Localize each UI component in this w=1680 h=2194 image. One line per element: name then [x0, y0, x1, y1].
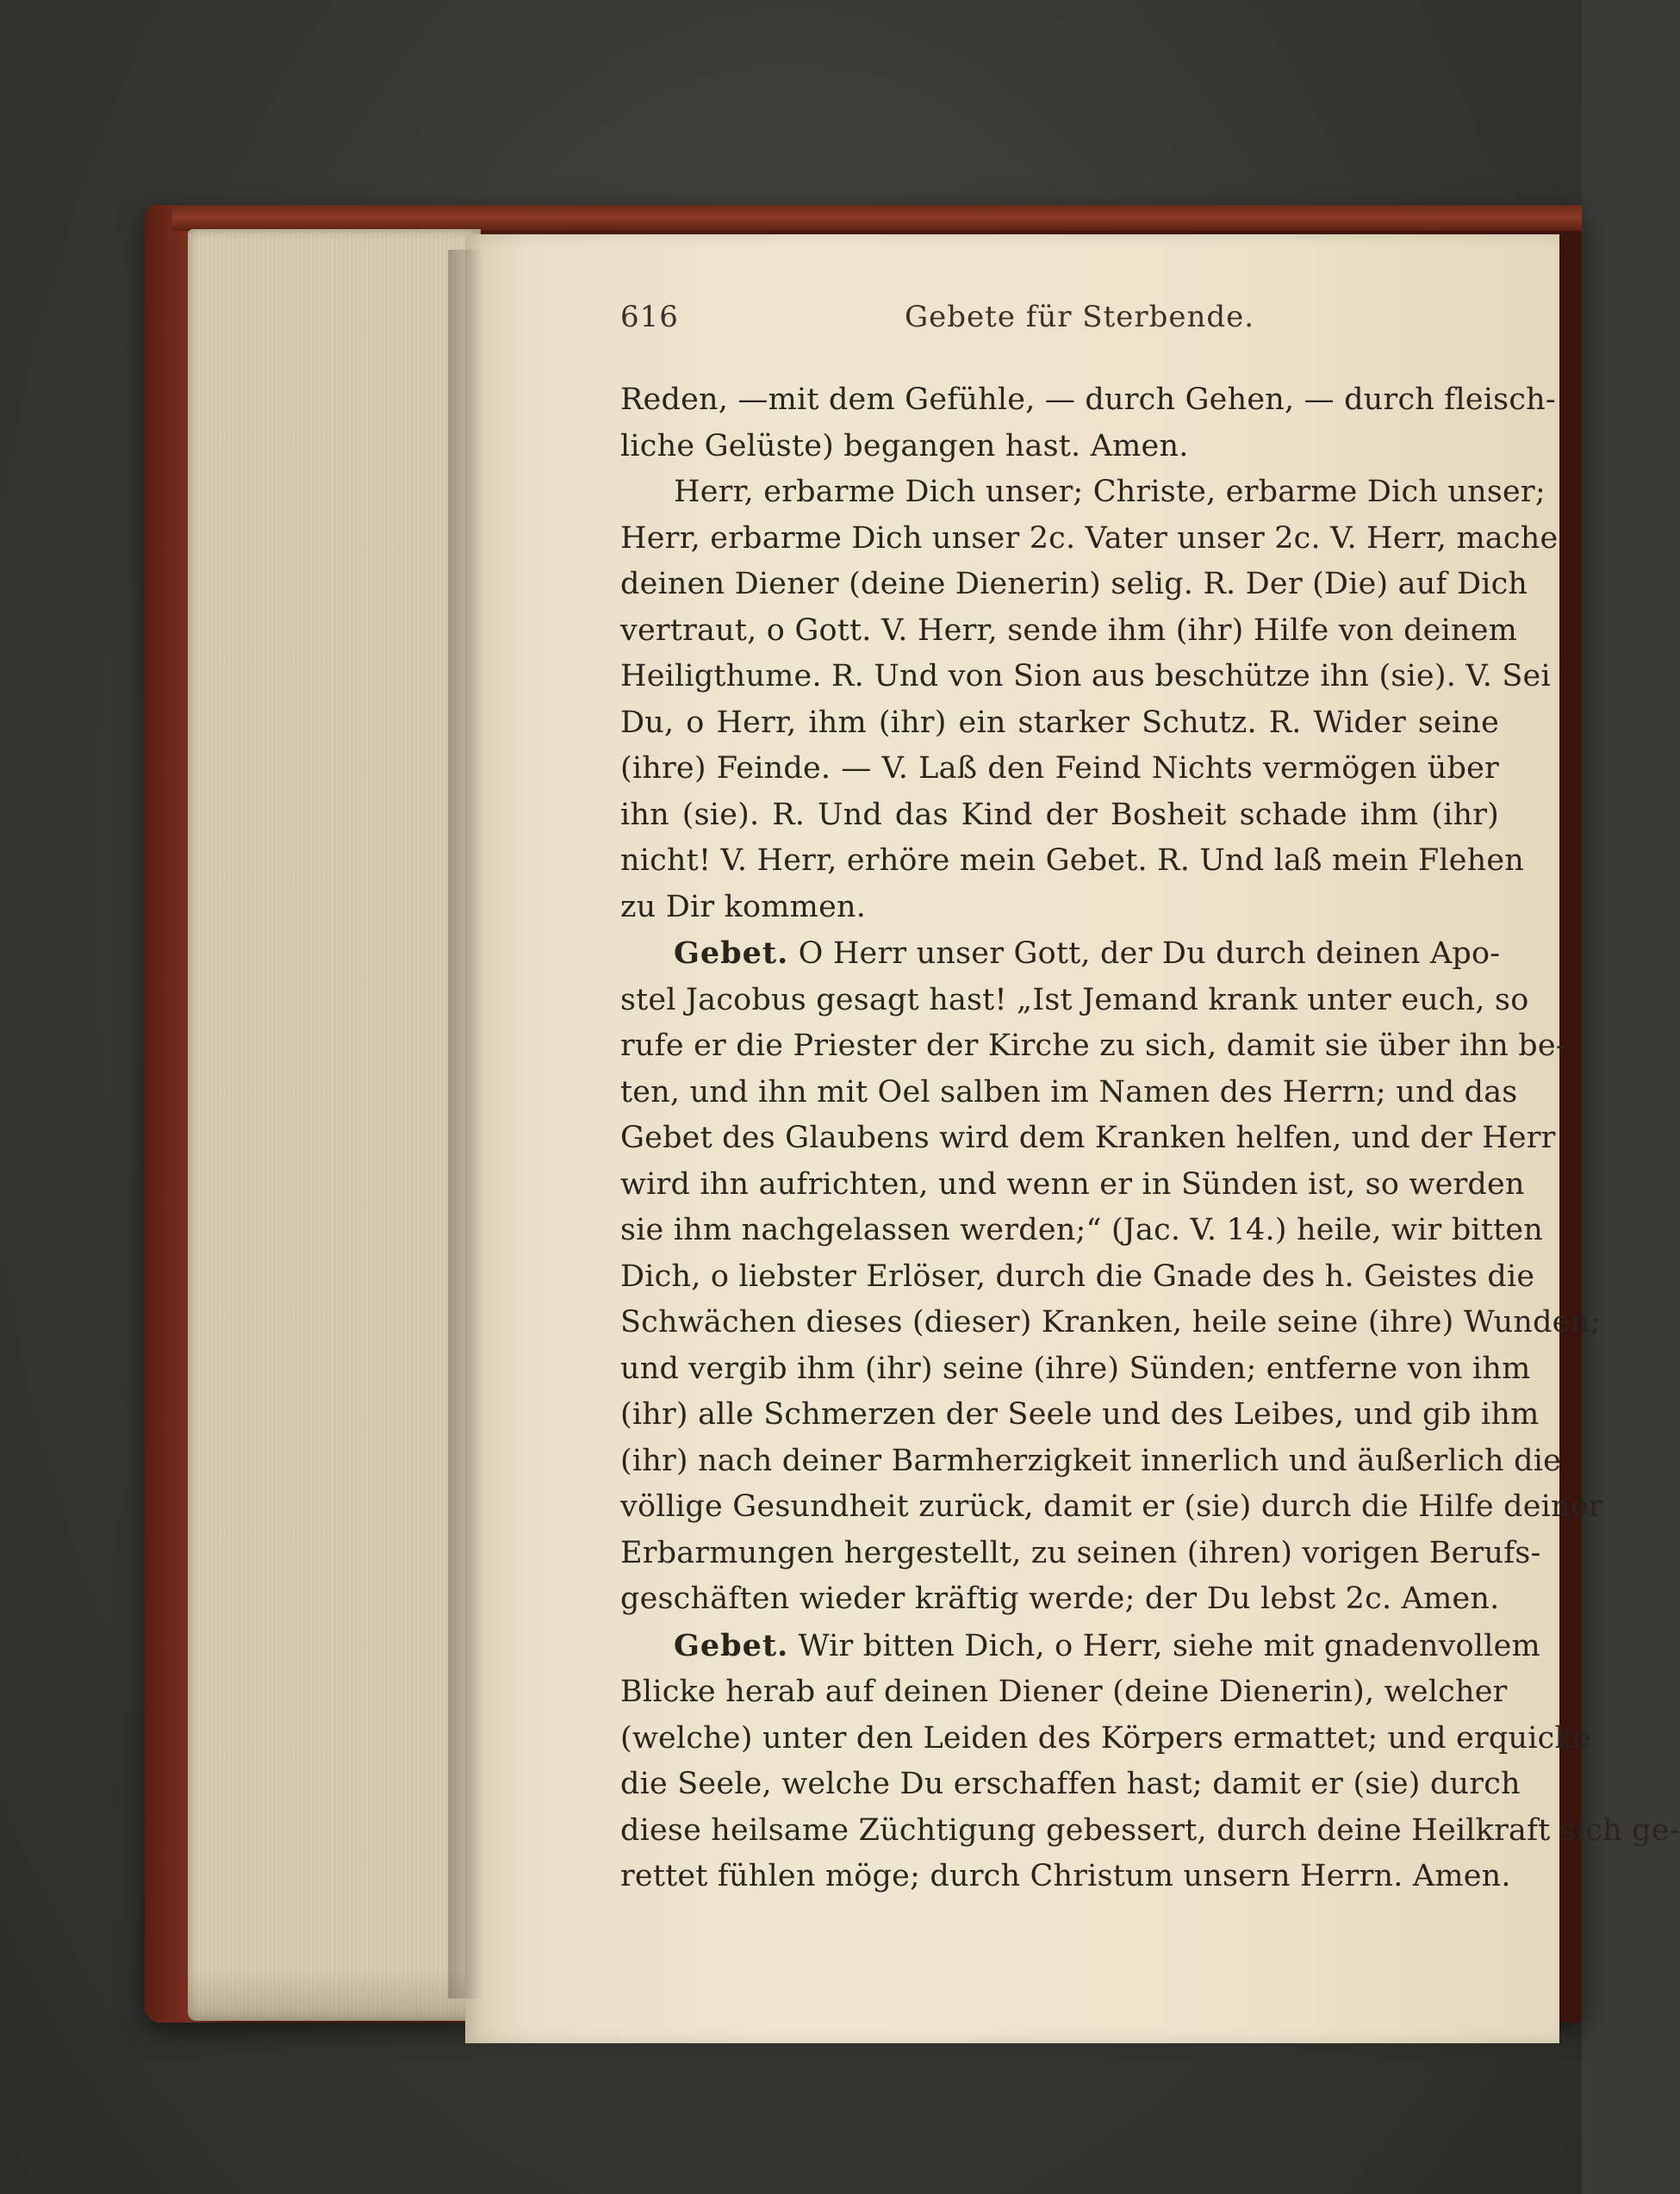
text-line: sie ihm nachgelassen werden;“ (Jac. V. 14.) heile, wir bitten [620, 1213, 1544, 1247]
book-cover-top-edge [172, 205, 1582, 231]
text-line: deinen Diener (deine Dienerin) selig. R. Der (Die) auf Dich [620, 567, 1528, 601]
running-title: Gebete für Sterbende. [905, 300, 1255, 334]
text-line: (ihr) alle Schmerzen der Seele und des Leibes, und gib ihm [620, 1397, 1540, 1432]
page-gutter-shadow [448, 250, 482, 1998]
text-line: und vergib ihm (ihr) seine (ihre) Sünden; entferne von ihm [620, 1351, 1531, 1386]
text-line [620, 1623, 1540, 1670]
text-line: ihn (sie). R. Und das Kind der Bosheit schade ihm (ihr) [620, 797, 1499, 832]
text-line [620, 930, 1499, 978]
text-line: Schwächen dieses (dieser) Kranken, heile seine (ihre) Wunden; [620, 1305, 1601, 1339]
text-line: nicht! V. Herr, erhöre mein Gebet. R. Und laß mein Flehen [620, 843, 1525, 878]
text-line: stel Jacobus gesagt hast! „Ist Jemand krank unter euch, so [620, 982, 1529, 1017]
prayer-heading: Gebet. [674, 1627, 789, 1663]
text-line-content: O Herr unser Gott, der Du durch deinen Apo- [798, 936, 1501, 971]
text-line: diese heilsame Züchtigung gebessert, durch deine Heilkraft sich ge- [620, 1812, 1680, 1848]
prayer-heading: Gebet. [674, 935, 789, 971]
text-line: Herr, erbarme Dich unser; Christe, erbarme Dich unser; [674, 475, 1546, 509]
text-line: Du, o Herr, ihm (ihr) ein starker Schutz. R. Wider seine [620, 705, 1499, 740]
text-line-content: Wir bitten Dich, o Herr, siehe mit gnadenvollem [798, 1628, 1540, 1663]
text-line: die Seele, welche Du erschaffen hast; damit er (sie) durch [620, 1767, 1521, 1801]
text-line: Blicke herab auf deinen Diener (deine Dienerin), welcher [620, 1675, 1508, 1709]
text-line: Reden, —mit dem Gefühle, — durch Gehen, — durch fleisch- [620, 382, 1556, 417]
text-line: rettet fühlen möge; durch Christum unsern Herrn. Amen. [620, 1859, 1511, 1893]
book-page [465, 234, 1680, 2043]
text-line: (ihr) nach deiner Barmherzigkeit innerlich und äußerlich die [620, 1443, 1562, 1478]
text-line: rufe er die Priester der Kirche zu sich, damit sie über ihn be- [620, 1029, 1566, 1063]
text-line: vertraut, o Gott. V. Herr, sende ihm (ihr) Hilfe von deinem [620, 612, 1518, 648]
text-line: (ihre) Feinde. — V. Laß den Feind Nichts vermögen über [620, 751, 1499, 786]
running-head [620, 300, 1499, 348]
text-line: Herr, erbarme Dich unser 2c. Vater unser 2c. V. Herr, mache [620, 520, 1559, 556]
text-line: völlige Gesundheit zurück, damit er (sie) durch die Hilfe deiner [620, 1489, 1603, 1524]
text-line: Erbarmungen hergestellt, zu seinen (ihren) vorigen Berufs- [620, 1535, 1541, 1570]
text-line: geschäften wieder kräftig werde; der Du lebst 2c. Amen. [620, 1582, 1500, 1616]
body-text [620, 377, 1680, 1900]
page-number: 616 [620, 300, 679, 334]
text-line: Gebet des Glaubens wird dem Kranken helfen, und der Herr [620, 1121, 1556, 1155]
text-line: wird ihn aufrichten, und wenn er in Sünden ist, so werden [620, 1166, 1525, 1202]
page-block-edges [188, 229, 481, 2021]
text-line: Dich, o liebster Erlöser, durch die Gnade des h. Geistes die [620, 1259, 1535, 1294]
page-content [620, 300, 1680, 1900]
text-line: ten, und ihn mit Oel salben im Namen des Herrn; und das [620, 1074, 1518, 1109]
text-line: zu Dir kommen. [620, 889, 867, 924]
text-line: (welche) unter den Leiden des Körpers ermattet; und erquicke [620, 1720, 1591, 1756]
text-line: liche Gelüste) begangen hast. Amen. [620, 428, 1189, 463]
text-line: Heiligthume. R. Und von Sion aus beschütze ihn (sie). V. Sei [620, 659, 1551, 693]
